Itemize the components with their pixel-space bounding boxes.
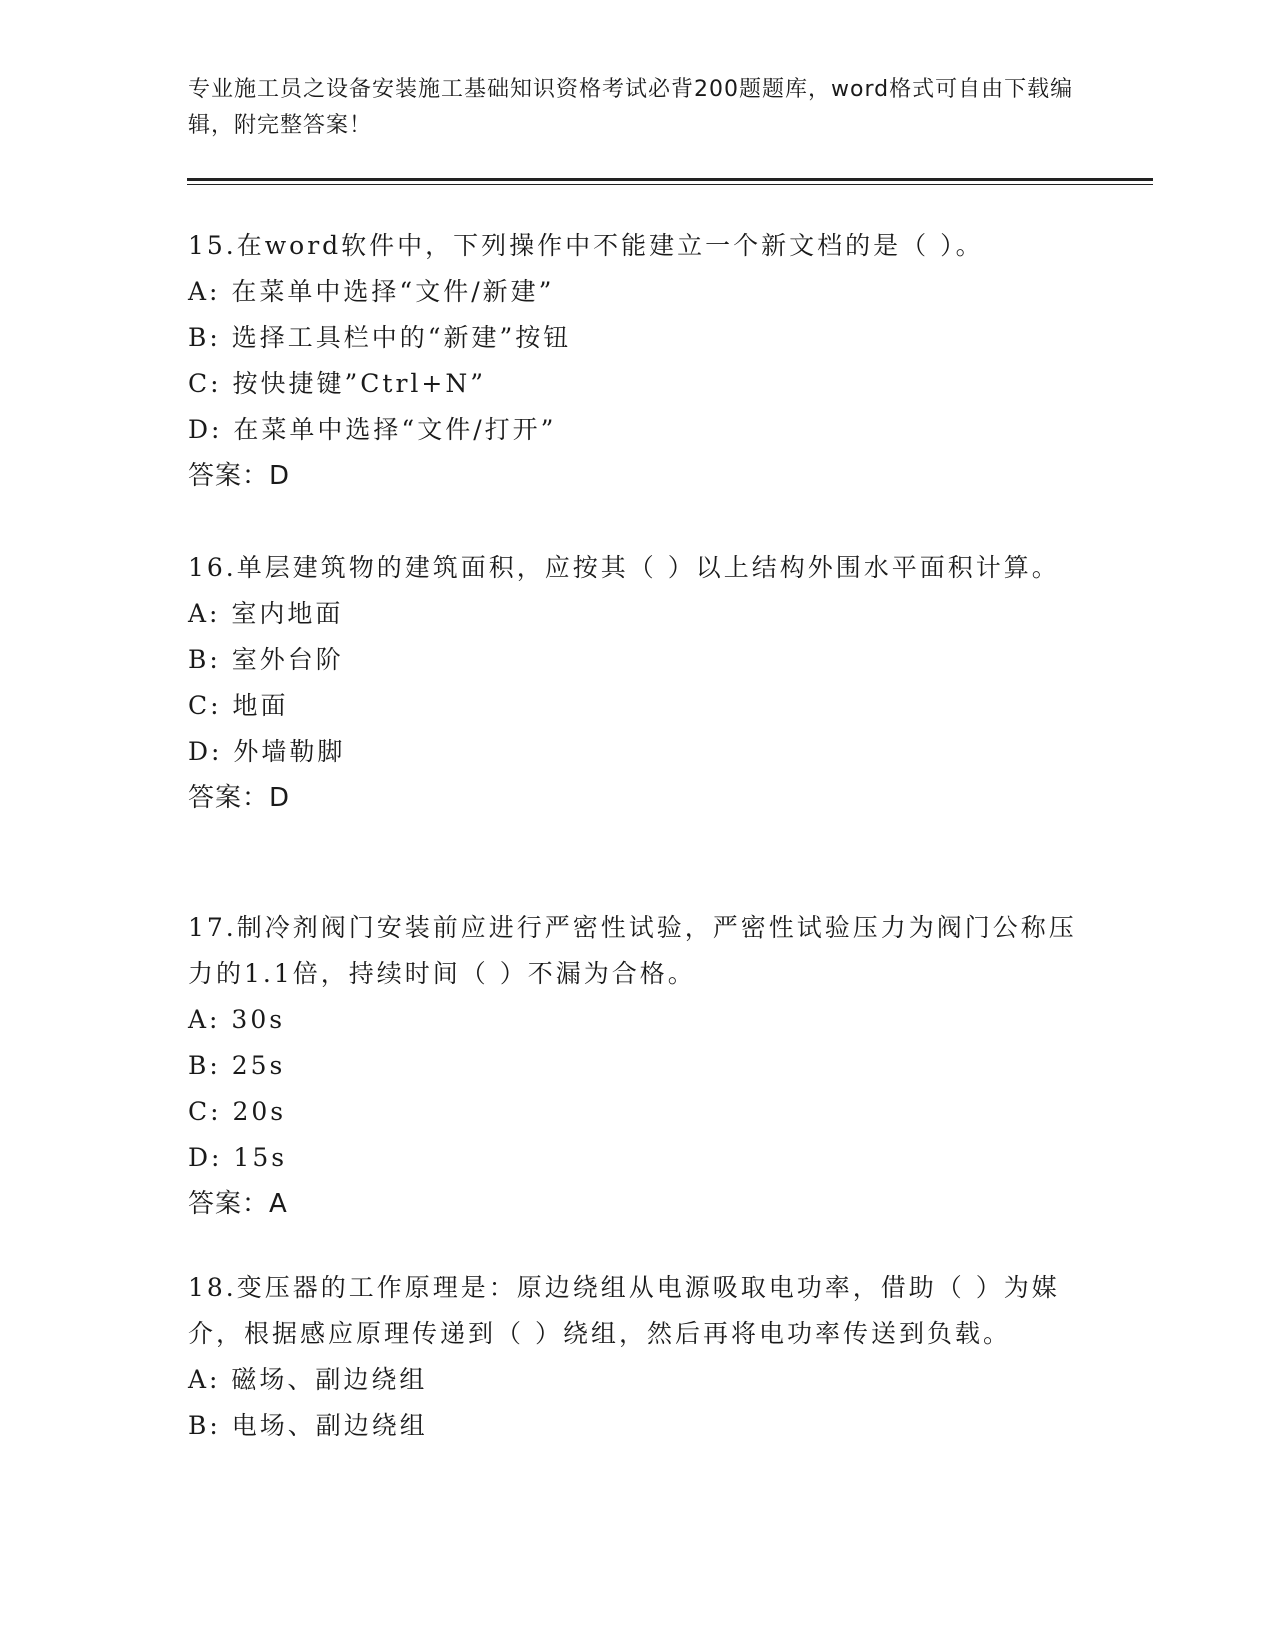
option-a: A: 磁场、副边绕组 — [188, 1365, 428, 1394]
option-c: C: 按快捷键”Ctrl+N” — [188, 369, 487, 398]
question-stem: 16.单层建筑物的建筑面积，应按其（ ）以上结构外围水平面积计算。 — [188, 553, 1060, 582]
question-18 — [188, 1265, 1088, 1449]
option-c: C: 地面 — [188, 691, 289, 720]
option-b: B: 电场、副边绕组 — [188, 1411, 428, 1440]
option-b: B: 选择工具栏中的“新建”按钮 — [188, 323, 572, 352]
option-a: A: 30s — [188, 1005, 286, 1034]
answer: 答案：A — [188, 1189, 288, 1219]
question-stem: 17.制冷剂阀门安装前应进行严密性试验，严密性试验压力为阀门公称压力的1.1倍，持续时间（ ）不漏为合格。 — [188, 913, 1077, 988]
option-a: A: 室内地面 — [188, 599, 344, 628]
option-a: A: 在菜单中选择“文件/新建” — [188, 277, 555, 306]
option-d: D: 在菜单中选择“文件/打开” — [188, 415, 557, 444]
option-b: B: 室外台阶 — [188, 645, 344, 674]
question-stem: 15.在word软件中，下列操作中不能建立一个新文档的是（ ）。 — [188, 231, 984, 260]
header-divider — [187, 178, 1153, 181]
option-d: D: 外墙勒脚 — [188, 737, 346, 766]
question-17 — [188, 905, 1088, 1227]
header-divider-thin — [187, 184, 1153, 185]
question-stem: 18.变压器的工作原理是：原边绕组从电源吸取电功率，借助（ ）为媒介，根据感应原理传递到（ ）绕组，然后再将电功率传送到负载。 — [188, 1273, 1060, 1348]
answer: 答案：D — [188, 461, 291, 491]
option-d: D: 15s — [188, 1143, 288, 1172]
option-b: B: 25s — [188, 1051, 286, 1080]
document-header: 专业施工员之设备安装施工基础知识资格考试必背200题题库，word格式可自由下载编辑，附完整答案！ — [188, 77, 1074, 138]
question-16 — [188, 545, 1088, 821]
question-15 — [188, 223, 1088, 499]
answer: 答案：D — [188, 783, 291, 813]
option-c: C: 20s — [188, 1097, 287, 1126]
